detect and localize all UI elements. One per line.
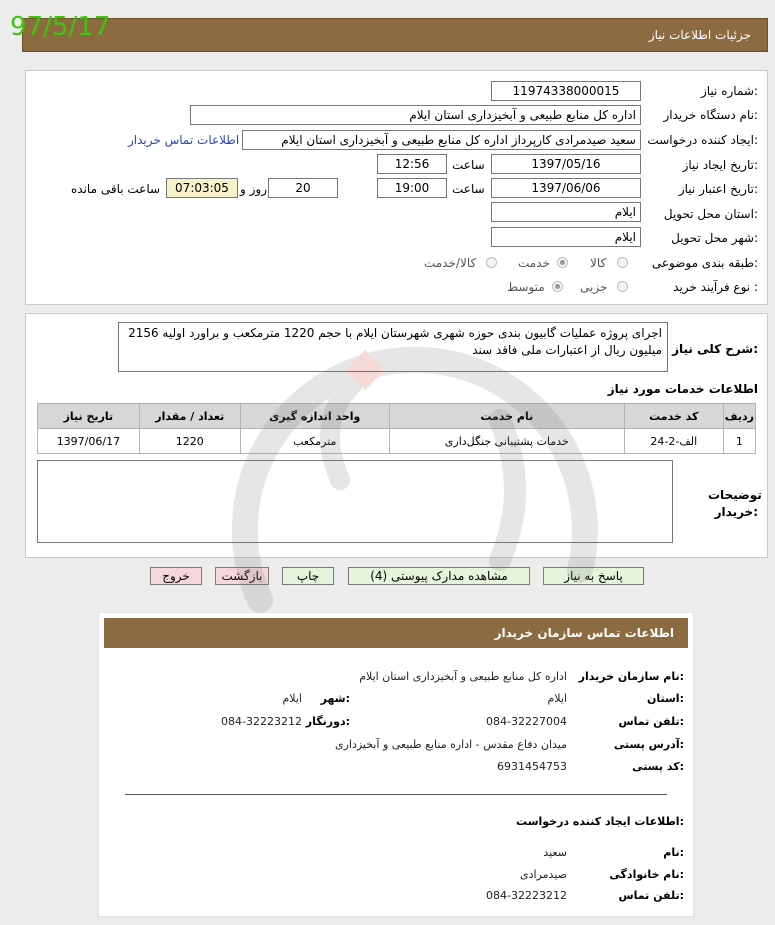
contact-org: اداره کل منابع طبیعی و آبخیزداری استان ایلام xyxy=(359,670,567,683)
process-radio-minor[interactable] xyxy=(617,281,628,292)
category-radio-goods[interactable] xyxy=(617,257,628,268)
validity-time-field[interactable]: 19:00 xyxy=(377,178,447,198)
creator-label: ایجاد کننده درخواست: xyxy=(647,133,758,147)
city-label: شهر محل تحویل: xyxy=(671,231,758,245)
created-time-field[interactable]: 12:56 xyxy=(377,154,447,174)
date-stamp: 97/5/17 xyxy=(10,12,111,42)
col-date: تاریخ نیاز xyxy=(38,404,140,429)
contact-fax-label: دورنگار: xyxy=(305,715,350,728)
creator-field[interactable]: سعید صیدمرادی کارپرداز اداره کل منابع طبیعی و آبخیزداری استان ایلام xyxy=(242,130,641,150)
contact-province-label: استان: xyxy=(646,692,684,705)
description-label: شرح کلی نیاز: xyxy=(672,342,758,356)
page-header xyxy=(22,18,768,52)
created-date-label: تاریخ ایجاد نیاز: xyxy=(682,158,758,172)
contact-city: ایلام xyxy=(282,692,302,705)
exit-button[interactable]: خروج xyxy=(150,567,202,585)
cell-date: 1397/06/17 xyxy=(38,429,140,454)
validity-date-field[interactable]: 1397/06/06 xyxy=(491,178,641,198)
process-option-medium: متوسط xyxy=(507,280,545,294)
category-option-service: خدمت xyxy=(518,256,550,270)
description-textarea[interactable]: اجرای پروژه عملیات گابیون بندی حوزه شهری شهرستان ایلام با حجم 1220 مترمکعب و براورد اولیه 2156 میلیون ریال از اعتبارات ملی فاقد سند xyxy=(118,322,668,372)
category-option-both: کالا/خدمت xyxy=(424,256,477,270)
category-radio-both[interactable] xyxy=(486,257,497,268)
category-option-goods: کالا xyxy=(590,256,607,270)
process-radio-medium[interactable] xyxy=(552,281,563,292)
col-qty: تعداد / مقدار xyxy=(139,404,240,429)
contact-header-title: اطلاعات تماس سازمان خریدار xyxy=(494,626,674,640)
reply-button[interactable]: پاسخ به نیاز xyxy=(543,567,644,585)
contact-postal: 6931454753 xyxy=(497,760,567,773)
contact-address-label: آدرس پستی: xyxy=(613,738,684,751)
contact-postal-label: کد پستی: xyxy=(632,760,684,773)
remaining-time-field: 07:03:05 xyxy=(166,178,238,198)
need-number-field[interactable]: 11974338000015 xyxy=(491,81,641,101)
col-code: کد خدمت xyxy=(624,404,723,429)
creator-last-name: صیدمرادی xyxy=(520,868,567,881)
process-label: نوع فرآیند خرید : xyxy=(673,280,758,294)
province-label: استان محل تحویل: xyxy=(663,207,758,221)
buyer-notes-label: توضیحات خریدار: xyxy=(708,488,762,519)
creator-last-name-label: نام خانوادگی: xyxy=(609,868,684,881)
contact-org-label: نام سازمان خریدار: xyxy=(578,670,684,683)
cell-unit: مترمکعب xyxy=(240,429,389,454)
cell-qty: 1220 xyxy=(139,429,240,454)
days-field[interactable]: 20 xyxy=(268,178,338,198)
process-option-minor: جزیی xyxy=(580,280,608,294)
attachments-button[interactable]: مشاهده مدارک پیوستی (4) xyxy=(348,567,530,585)
city-field[interactable]: ایلام xyxy=(491,227,641,247)
contact-address: میدان دفاع مقدس - اداره منابع طبیعی و آبخیزداری xyxy=(334,738,567,751)
category-radio-service[interactable] xyxy=(557,257,568,268)
contact-divider xyxy=(125,794,667,795)
buyer-field[interactable]: اداره کل منابع طبیعی و آبخیزداری استان ایلام xyxy=(190,105,641,125)
creator-phone: 084-32223212 xyxy=(486,889,567,902)
back-button[interactable]: بازگشت xyxy=(215,567,269,585)
creator-phone-label: تلفن تماس: xyxy=(618,889,684,902)
contact-city-label: شهر: xyxy=(320,692,350,705)
buyer-label: نام دستگاه خریدار: xyxy=(663,108,758,122)
contact-card xyxy=(98,612,694,917)
validity-date-label: تاریخ اعتبار نیاز: xyxy=(678,182,758,196)
creator-first-name: سعید xyxy=(543,846,567,859)
cell-code: الف-2-24 xyxy=(624,429,723,454)
province-field[interactable]: ایلام xyxy=(491,202,641,222)
services-title: اطلاعات خدمات مورد نیاز xyxy=(607,382,758,396)
cell-row: 1 xyxy=(723,429,755,454)
created-time-label: ساعت xyxy=(452,158,485,172)
creator-first-name-label: نام: xyxy=(663,846,684,859)
watermark-logo xyxy=(140,300,660,640)
page-title: جزئیات اطلاعات نیاز xyxy=(648,28,751,42)
created-date-field[interactable]: 1397/05/16 xyxy=(491,154,641,174)
need-number-label: شماره نیاز: xyxy=(700,84,758,98)
creator-section-title: اطلاعات ایجاد کننده درخواست: xyxy=(516,815,684,828)
category-label: طبقه بندی موضوعی: xyxy=(651,256,758,270)
contact-fax: 084-32223212 xyxy=(221,715,302,728)
contact-phone: 084-32227004 xyxy=(486,715,567,728)
col-unit: واحد اندازه گیری xyxy=(240,404,389,429)
col-name: نام خدمت xyxy=(389,404,624,429)
col-row: ردیف xyxy=(723,404,755,429)
buyer-contact-link[interactable]: اطلاعات تماس خریدار xyxy=(128,133,240,147)
validity-time-label: ساعت xyxy=(452,182,485,196)
remaining-label: ساعت باقی مانده xyxy=(71,182,161,196)
cell-name: خدمات پشتیبانی جنگل‌داری xyxy=(389,429,624,454)
days-label: روز و xyxy=(240,182,267,196)
print-button[interactable]: چاپ xyxy=(282,567,334,585)
contact-province: ایلام xyxy=(547,692,567,705)
contact-phone-label: تلفن تماس: xyxy=(618,715,684,728)
